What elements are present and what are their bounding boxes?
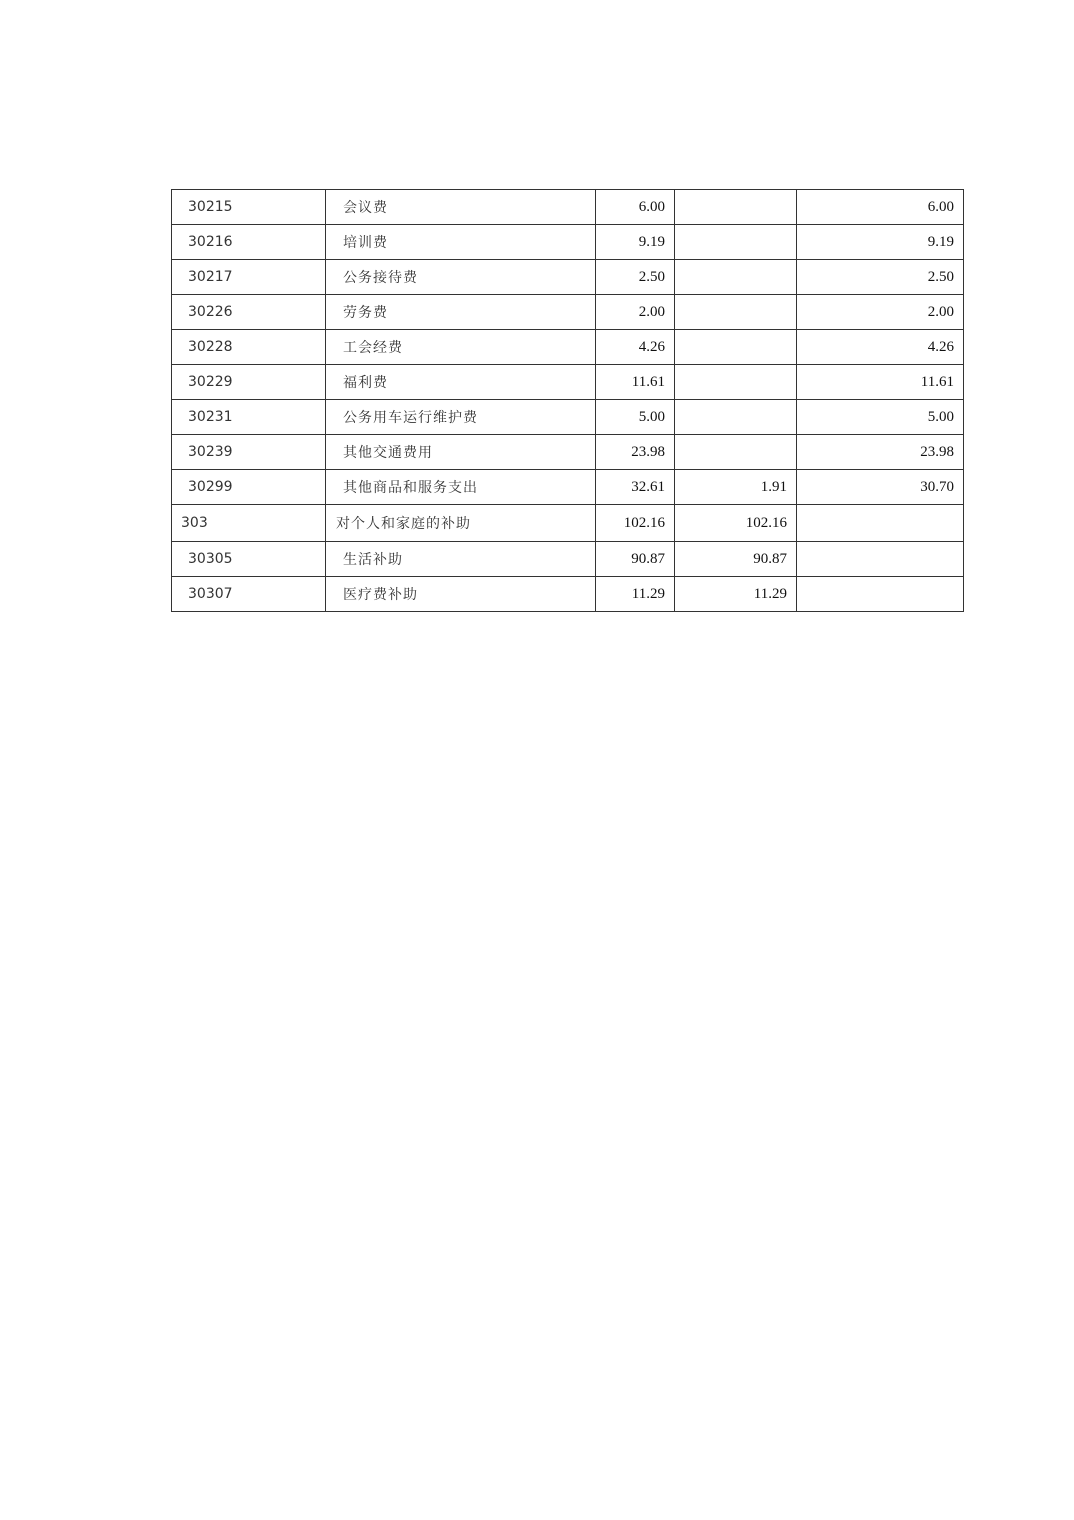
basic-expenditure-cell: 1.91: [675, 470, 797, 505]
project-expenditure-cell: 6.00: [797, 190, 964, 225]
basic-expenditure-cell: 90.87: [675, 542, 797, 577]
economic-code-cell: 30307: [172, 577, 326, 612]
table-row: [172, 260, 964, 295]
economic-code-cell: 30228: [172, 330, 326, 365]
item-name-cell: 其他商品和服务支出: [326, 470, 596, 505]
table-row: [172, 295, 964, 330]
economic-code-cell: 30231: [172, 400, 326, 435]
item-name-cell: 公务用车运行维护费: [326, 400, 596, 435]
total-amount-cell: 5.00: [596, 400, 675, 435]
table-row-category: [172, 505, 964, 542]
table-row: [172, 400, 964, 435]
total-amount-cell: 23.98: [596, 435, 675, 470]
total-amount-cell: 102.16: [596, 505, 675, 542]
basic-expenditure-cell: [675, 260, 797, 295]
project-expenditure-cell: 2.00: [797, 295, 964, 330]
total-amount-cell: 9.19: [596, 225, 675, 260]
item-name-cell: 培训费: [326, 225, 596, 260]
basic-expenditure-cell: 102.16: [675, 505, 797, 542]
basic-expenditure-cell: [675, 225, 797, 260]
table-row: [172, 577, 964, 612]
table-row: [172, 330, 964, 365]
economic-code-cell: 30215: [172, 190, 326, 225]
project-expenditure-cell: [797, 577, 964, 612]
item-name-cell: 生活补助: [326, 542, 596, 577]
economic-code-cell: 30217: [172, 260, 326, 295]
item-name-cell: 会议费: [326, 190, 596, 225]
item-name-cell: 对个人和家庭的补助: [326, 505, 596, 542]
table-row: [172, 470, 964, 505]
basic-expenditure-cell: [675, 400, 797, 435]
basic-expenditure-cell: [675, 435, 797, 470]
project-expenditure-cell: 5.00: [797, 400, 964, 435]
project-expenditure-cell: 30.70: [797, 470, 964, 505]
basic-expenditure-cell: [675, 330, 797, 365]
economic-code-cell: 30226: [172, 295, 326, 330]
project-expenditure-cell: 23.98: [797, 435, 964, 470]
item-name-cell: 公务接待费: [326, 260, 596, 295]
total-amount-cell: 11.61: [596, 365, 675, 400]
total-amount-cell: 2.00: [596, 295, 675, 330]
economic-code-cell: 30239: [172, 435, 326, 470]
project-expenditure-cell: [797, 542, 964, 577]
project-expenditure-cell: 9.19: [797, 225, 964, 260]
total-amount-cell: 90.87: [596, 542, 675, 577]
item-name-cell: 医疗费补助: [326, 577, 596, 612]
total-amount-cell: 6.00: [596, 190, 675, 225]
total-amount-cell: 4.26: [596, 330, 675, 365]
basic-expenditure-cell: [675, 365, 797, 400]
total-amount-cell: 2.50: [596, 260, 675, 295]
basic-expenditure-cell: 11.29: [675, 577, 797, 612]
project-expenditure-cell: 2.50: [797, 260, 964, 295]
table-row: [172, 435, 964, 470]
economic-code-cell: 30299: [172, 470, 326, 505]
item-name-cell: 劳务费: [326, 295, 596, 330]
economic-code-cell: 30305: [172, 542, 326, 577]
table-row: [172, 365, 964, 400]
project-expenditure-cell: [797, 505, 964, 542]
total-amount-cell: 11.29: [596, 577, 675, 612]
economic-code-cell: 303: [172, 505, 326, 542]
basic-expenditure-cell: [675, 295, 797, 330]
item-name-cell: 其他交通费用: [326, 435, 596, 470]
table-row: [172, 542, 964, 577]
basic-expenditure-cell: [675, 190, 797, 225]
economic-code-cell: 30229: [172, 365, 326, 400]
expenditure-table-body: [172, 190, 964, 612]
project-expenditure-cell: 11.61: [797, 365, 964, 400]
item-name-cell: 福利费: [326, 365, 596, 400]
project-expenditure-cell: 4.26: [797, 330, 964, 365]
economic-code-cell: 30216: [172, 225, 326, 260]
expenditure-table: [171, 189, 964, 612]
item-name-cell: 工会经费: [326, 330, 596, 365]
table-row: [172, 225, 964, 260]
total-amount-cell: 32.61: [596, 470, 675, 505]
table-row: [172, 190, 964, 225]
